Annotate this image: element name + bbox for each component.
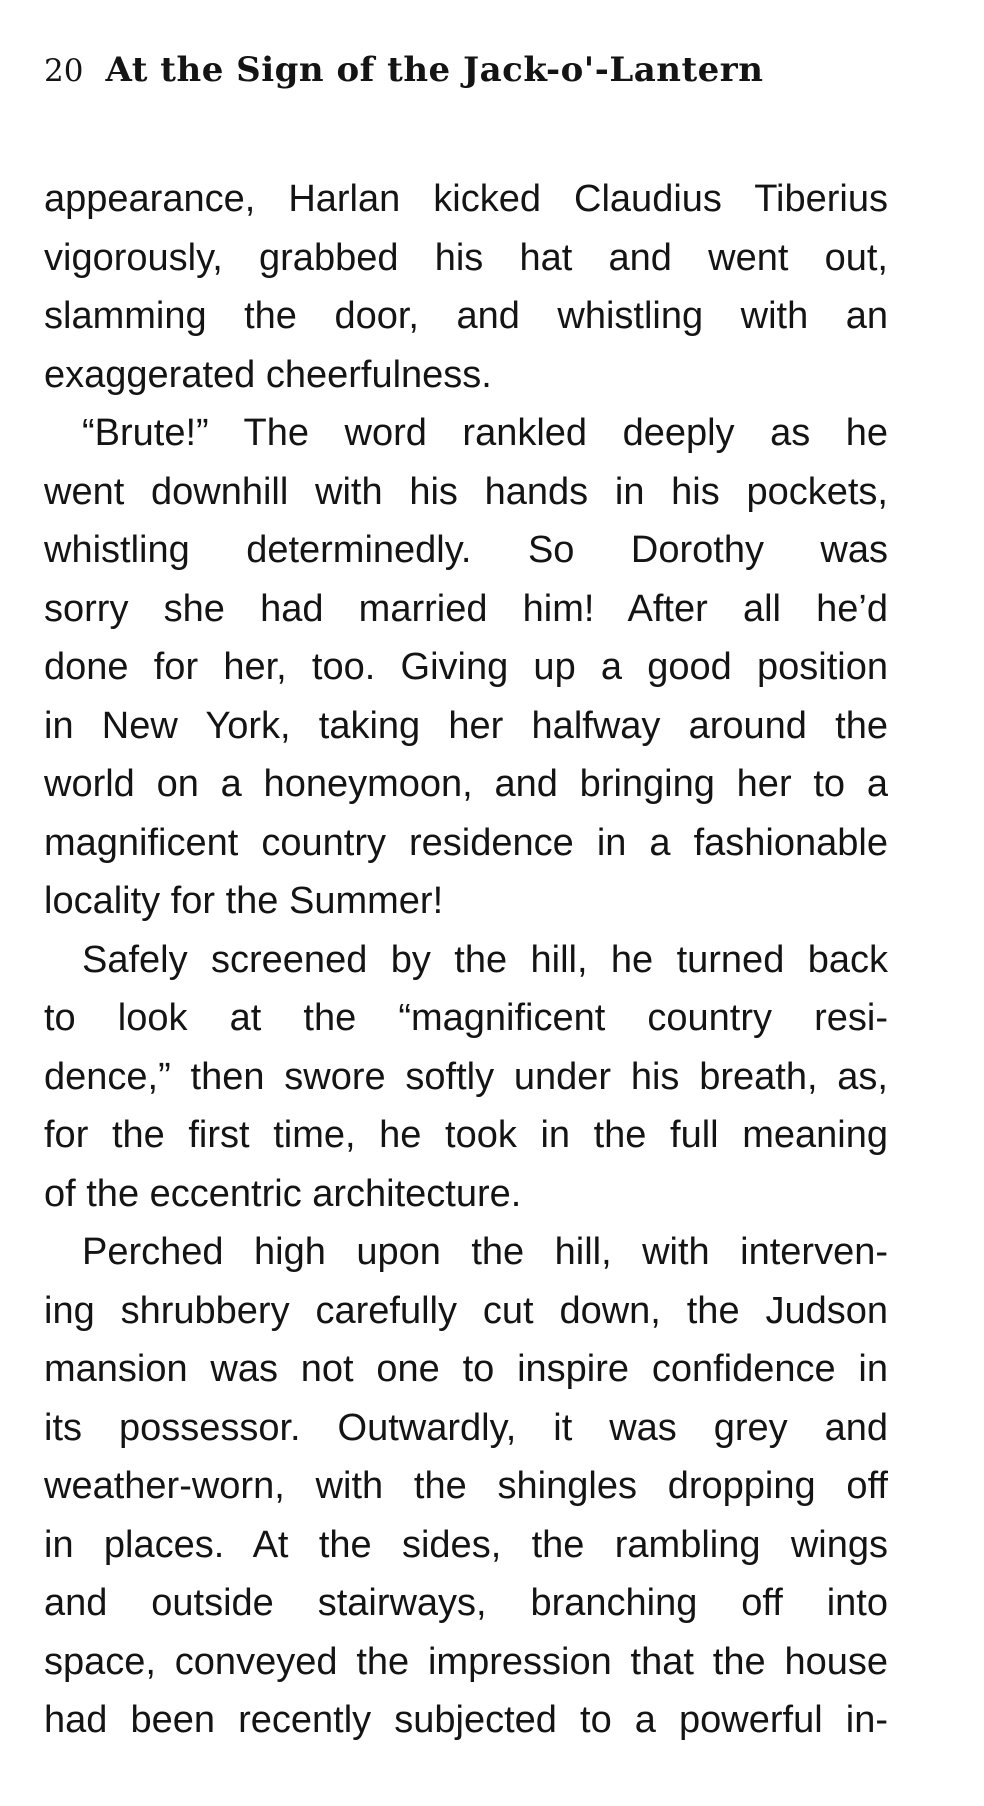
paragraph-3 (44, 931, 888, 1224)
text-line: done for her, too. Giving up a good position (44, 646, 888, 688)
text-line: to look at the “magnificent country resi- (44, 997, 888, 1039)
running-head (44, 50, 904, 110)
text-line: in New York, taking her halfway around the (44, 704, 888, 747)
text-line: Safely screened by the hill, he turned back (82, 938, 888, 981)
text-line: dence,” then swore softly under his breath, as, (44, 1055, 888, 1098)
paragraph-2 (44, 404, 888, 931)
text-line: locality for the Summer! (44, 880, 444, 922)
text-line: in places. At the sides, the rambling wings (44, 1523, 888, 1566)
text-line: “Brute!” The word rankled deeply as he (82, 412, 888, 454)
text-line: world on a honeymoon, and bringing her to a (44, 763, 888, 805)
paragraph-4 (44, 1223, 888, 1750)
paragraph-1 (44, 170, 888, 404)
text-line: and outside stairways, branching off into (44, 1582, 888, 1624)
text-line: space, conveyed the impression that the house (44, 1640, 888, 1683)
text-line: for the first time, he took in the full meaning (44, 1114, 888, 1156)
text-line: went downhill with his hands in his pockets, (44, 470, 888, 513)
text-line: weather-worn, with the shingles dropping off (44, 1465, 888, 1507)
text-line: of the eccentric architecture. (44, 1172, 522, 1215)
text-line: appearance, Harlan kicked Claudius Tiberius (44, 178, 888, 220)
text-line: ing shrubbery carefully cut down, the Judson (44, 1289, 888, 1332)
running-title: At the Sign of the Jack-o'-Lantern (105, 50, 764, 90)
page-number: 20 (44, 53, 84, 89)
text-line: had been recently subjected to a powerful in- (44, 1699, 888, 1741)
text-line: mansion was not one to inspire confidence in (44, 1348, 888, 1390)
text-line: slamming the door, and whistling with an (44, 295, 888, 337)
body-text (44, 170, 888, 1750)
text-line: whistling determinedly. So Dorothy was (44, 529, 888, 571)
text-line: vigorously, grabbed his hat and went out, (44, 236, 888, 279)
text-line: Perched high upon the hill, with interven- (82, 1231, 888, 1273)
text-line: its possessor. Outwardly, it was grey and (44, 1406, 888, 1449)
text-line: sorry she had married him! After all he’d (44, 587, 888, 630)
text-line: exaggerated cheerfulness. (44, 353, 492, 396)
text-line: magnificent country residence in a fashionable (44, 821, 888, 864)
